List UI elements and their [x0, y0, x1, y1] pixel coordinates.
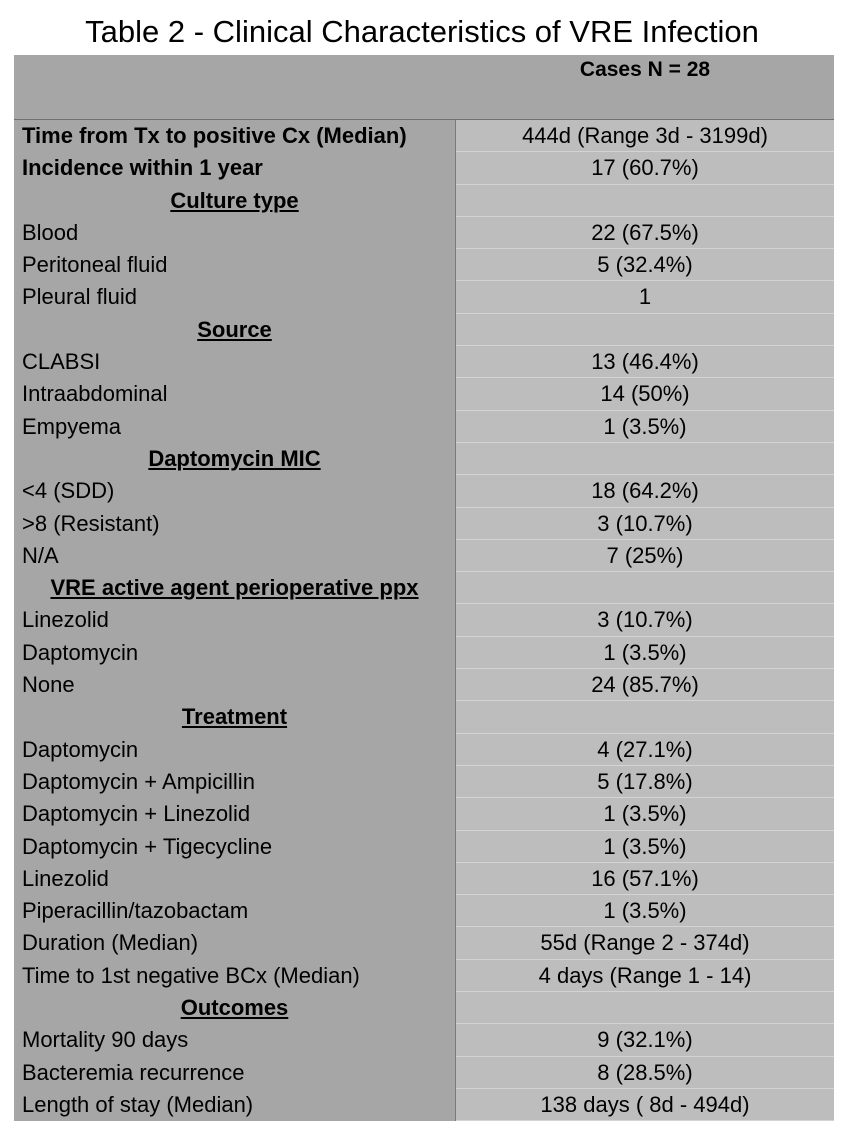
table-row — [14, 604, 834, 636]
row-label: Bacteremia recurrence — [14, 1057, 456, 1089]
table-row — [14, 863, 834, 895]
row-value: 4 (27.1%) — [456, 734, 834, 766]
section-title: Daptomycin MIC — [14, 443, 456, 475]
section-title: VRE active agent perioperative ppx — [14, 572, 456, 604]
table-row — [14, 411, 834, 443]
row-value: 22 (67.5%) — [456, 217, 834, 249]
section-title: Source — [14, 314, 456, 346]
table-row — [14, 895, 834, 927]
row-value: 7 (25%) — [456, 540, 834, 572]
row-value: 3 (10.7%) — [456, 604, 834, 636]
section-header-row — [14, 992, 834, 1024]
row-value: 16 (57.1%) — [456, 863, 834, 895]
row-value: 18 (64.2%) — [456, 475, 834, 507]
table-row — [14, 378, 834, 410]
table-row — [14, 798, 834, 830]
section-header-row — [14, 443, 834, 475]
table-row — [14, 540, 834, 572]
row-value: 1 (3.5%) — [456, 831, 834, 863]
row-label: Linezolid — [14, 604, 456, 636]
table-row — [14, 120, 834, 152]
row-label: CLABSI — [14, 346, 456, 378]
row-label: Daptomycin — [14, 734, 456, 766]
row-label: Linezolid — [14, 863, 456, 895]
table-title: Table 2 - Clinical Characteristics of VRE Infection — [85, 14, 759, 49]
row-label: Incidence within 1 year — [14, 152, 456, 184]
row-value: 5 (32.4%) — [456, 249, 834, 281]
table-header-row — [14, 55, 834, 120]
row-value: 1 (3.5%) — [456, 798, 834, 830]
table-row — [14, 1089, 834, 1121]
table-body — [14, 120, 834, 1121]
row-label: Peritoneal fluid — [14, 249, 456, 281]
row-value: 1 — [456, 281, 834, 313]
row-label: Mortality 90 days — [14, 1024, 456, 1056]
row-value — [456, 701, 834, 733]
row-label: Pleural fluid — [14, 281, 456, 313]
clinical-characteristics-table — [14, 55, 834, 1121]
row-label: Time from Tx to positive Cx (Median) — [14, 120, 456, 152]
section-title: Culture type — [14, 185, 456, 217]
row-value — [456, 572, 834, 604]
row-value: 444d (Range 3d - 3199d) — [456, 120, 834, 152]
table-row — [14, 831, 834, 863]
row-value: 3 (10.7%) — [456, 508, 834, 540]
section-header-row — [14, 572, 834, 604]
section-header-row — [14, 701, 834, 733]
row-value — [456, 992, 834, 1024]
table-row — [14, 669, 834, 701]
row-value: 8 (28.5%) — [456, 1057, 834, 1089]
row-value — [456, 185, 834, 217]
row-label: Empyema — [14, 411, 456, 443]
row-value: 5 (17.8%) — [456, 766, 834, 798]
table-row — [14, 927, 834, 959]
cases-column-header: Cases N = 28 — [579, 58, 711, 81]
row-label: <4 (SDD) — [14, 475, 456, 507]
row-value: 1 (3.5%) — [456, 895, 834, 927]
section-title: Outcomes — [14, 992, 456, 1024]
row-label: Daptomycin + Tigecycline — [14, 831, 456, 863]
row-value: 138 days ( 8d - 494d) — [456, 1089, 834, 1121]
row-label: Daptomycin — [14, 637, 456, 669]
row-value: 4 days (Range 1 - 14) — [456, 960, 834, 992]
table-row — [14, 508, 834, 540]
row-value: 9 (32.1%) — [456, 1024, 834, 1056]
table-row — [14, 734, 834, 766]
row-label: Daptomycin + Linezolid — [14, 798, 456, 830]
row-label: >8 (Resistant) — [14, 508, 456, 540]
table-row — [14, 1057, 834, 1089]
row-value: 1 (3.5%) — [456, 411, 834, 443]
row-value — [456, 314, 834, 346]
table-row — [14, 152, 834, 184]
table-row — [14, 475, 834, 507]
table-row — [14, 1024, 834, 1056]
section-title: Treatment — [14, 701, 456, 733]
section-header-row — [14, 314, 834, 346]
row-label: Intraabdominal — [14, 378, 456, 410]
row-label: Blood — [14, 217, 456, 249]
row-label: N/A — [14, 540, 456, 572]
table-row — [14, 960, 834, 992]
row-label: Daptomycin + Ampicillin — [14, 766, 456, 798]
row-value: 55d (Range 2 - 374d) — [456, 927, 834, 959]
table-row — [14, 249, 834, 281]
row-value: 1 (3.5%) — [456, 637, 834, 669]
table-row — [14, 637, 834, 669]
table-row — [14, 766, 834, 798]
row-label: Piperacillin/tazobactam — [14, 895, 456, 927]
row-label: Time to 1st negative BCx (Median) — [14, 960, 456, 992]
row-label: None — [14, 669, 456, 701]
section-header-row — [14, 185, 834, 217]
row-value: 24 (85.7%) — [456, 669, 834, 701]
row-value: 17 (60.7%) — [456, 152, 834, 184]
table-row — [14, 281, 834, 313]
row-value — [456, 443, 834, 475]
row-label: Length of stay (Median) — [14, 1089, 456, 1121]
row-value: 13 (46.4%) — [456, 346, 834, 378]
table-row — [14, 346, 834, 378]
row-label: Duration (Median) — [14, 927, 456, 959]
table-row — [14, 217, 834, 249]
header-blank-cell — [14, 55, 456, 119]
row-value: 14 (50%) — [456, 378, 834, 410]
